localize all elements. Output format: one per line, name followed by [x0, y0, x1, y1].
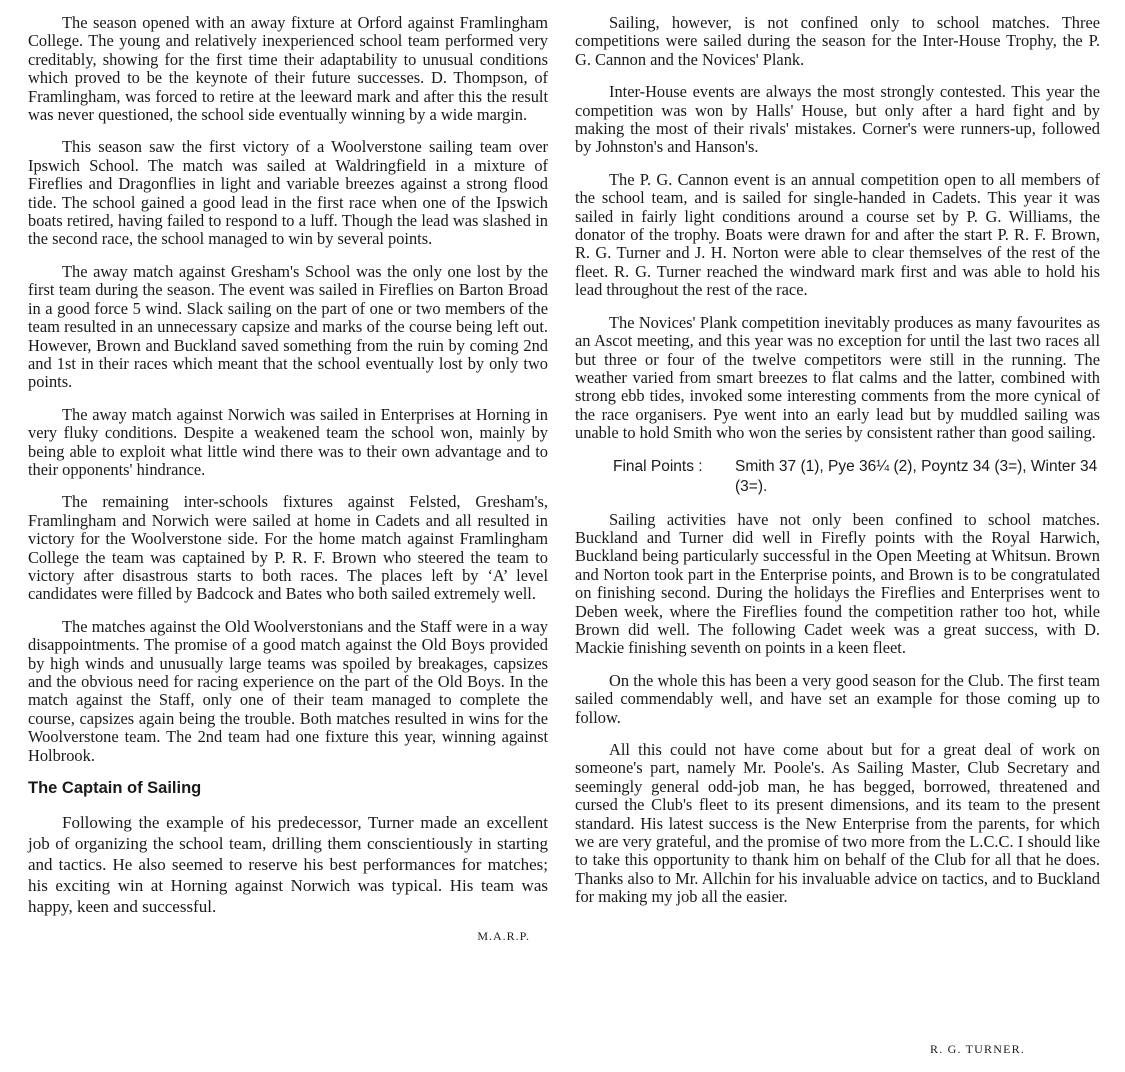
- paragraph-competitions: Sailing, however, is not confined only to school matches. Three competitions were sailed during the season for the Inter-House Trophy, the P. G. Cannon and the Novices' Plank.: [575, 13, 1100, 69]
- paragraph-norwich-match: The away match against Norwich was sailed in Enterprises at Horning in very fluky conditions. Despite a weakened team the school won, mainly by being able to exploit what little wind there was to their own advantage and to their opponents' hindrance.: [28, 404, 548, 479]
- section-heading-captain: The Captain of Sailing: [28, 779, 202, 798]
- paragraph-inter-house: Inter-House events are always the most strongly contested. This year the competition was won by Halls' House, but only after a hard fight and by making the most of their rivals' mistakes. Corner's were runners-up, followed by Johnston's and Hanson's.: [575, 82, 1100, 157]
- paragraph-pg-cannon: The P. G. Cannon event is an annual competition open to all members of the school team, and is sailed for single-handed in Cadets. This year it was sailed in fairly light conditions around a course set by P. G. Williams, the donator of the trophy. Boats were drawn for and after the start P. R. F. Brown, R. G. Turner and J. H. Norton were able to clear themselves of the rest of the fleet. R. G. Turner reached the windward mark first and was able to hold his lead throughout the rest of the race.: [575, 169, 1100, 300]
- signature-rg-turner: R. G. TURNER.: [930, 1042, 1026, 1056]
- right-column: [575, 14, 1100, 921]
- paragraph-thanks: All this could not have come about but for a great deal of work on someone's part, namely Mr. Poole's. As Sailing Master, Club Secretary and seemingly general odd-job man, he has begged, borrowed, threatened and cursed the Club's fleet to its present dimensions, and its team to the present standard. His latest success is the New Enterprise from the parents, for which we are very grateful, and the promise of two more from the L.C.C. I should like to take this opportunity to thank him on behalf of the Club for all that he does. Thanks also to Mr. Allchin for his invaluable advice on tactics, and to Buckland for making my job all the easier.: [575, 740, 1100, 907]
- final-points-label: Final Points :: [613, 457, 703, 475]
- paragraph-gresham-match: The away match against Gresham's School was the only one lost by the first team during the season. The event was sailed in Fireflies on Barton Broad in a good force 5 wind. Slack sailing on the part of one or two members of the team resulted in an unnecessary capsize and marks of the course being left out. However, Brown and Buckland saved something from the ruin by coming 2nd and 1st in their races which meant that the school eventually lost by only two points.: [28, 261, 548, 392]
- left-column: [28, 14, 548, 944]
- paragraph-home-fixtures: The remaining inter-schools fixtures against Felsted, Gresham's, Framlingham and Norwich were sailed at home in Cadets and all resulted in victory for the Woolverstone side. For the home match against Framlingham College the team was captained by P. R. F. Brown who steered the team to victory after disastrous starts to both races. The places left by ‘A’ level candidates were filled by Badcock and Bates who both sailed extremely well.: [28, 492, 548, 604]
- paragraph-season-summary: On the whole this has been a very good season for the Club. The first team sailed commendably well, and have set an example for those coming up to follow.: [575, 670, 1100, 727]
- final-points: [575, 457, 1100, 497]
- paragraph-orford-fixture: The season opened with an away fixture at Orford against Framlingham College. The young and relatively inexperienced school team performed very creditably, showing for the first time their adaptability to unusual conditions which proved to be the keynote of their future successes. D. Thompson, of Framlingham, was forced to retire at the leeward mark and after this the result was never questioned, the school side eventually winning by a wide margin.: [28, 13, 548, 125]
- paragraph-ipswich-victory: This season saw the first victory of a Woolverstone sailing team over Ipswich School. The match was sailed at Waldringfield in a mixture of Fireflies and Dragonflies in light and variable breezes against a strong flood tide. The school gained a good lead in the first race when one of the Ipswich boats retired, having failed to respond to a luff. Though the lead was slashed in the second race, the school managed to win by several points.: [28, 137, 548, 249]
- final-points-value: Smith 37 (1), Pye 36¼ (2), Poyntz 34 (3=), Winter 34 (3=).: [735, 457, 1098, 495]
- paragraph-old-boys-staff: The matches against the Old Woolverstonians and the Staff were in a way disappointments. The promise of a good match against the Old Boys provided by high winds and unusually large teams was spoiled by breakages, capsizes and the obvious need for racing experience on the part of the Old Boys. In the match against the Staff, only one of their team managed to complete the course, capsizes again being the trouble. Both matches resulted in wins for the Woolverstone team. The 2nd team had one fixture this year, winning against Holbrook.: [28, 616, 548, 765]
- paragraph-captain: Following the example of his predecessor, Turner made an excellent job of organizing the school team, drilling them conscientiously in starting and tactics. He also seemed to reserve his best performances for matches; his exciting win at Horning against Norwich was typical. His team was happy, keen and successful.: [28, 813, 548, 917]
- signature-marp: M.A.R.P.: [477, 929, 530, 944]
- paragraph-sailing-activities: Sailing activities have not only been confined to school matches. Buckland and Turner did well in Firefly points with the Royal Harwich, Buckland being particularly successful in the Open Meeting at Whitsun. Brown and Norton took part in the Enterprise points, and Brown is to be congratulated on finishing second. During the holidays the Fireflies and Enterprises went to Deben week, where the Fireflies found the competition rather too hot, while Brown did well. The following Cadet week was a great success, with D. Mackie finishing seventh on points in a keen fleet.: [575, 509, 1100, 658]
- paragraph-novices-plank: The Novices' Plank competition inevitably produces as many favourites as an Ascot meeting, and this year was no exception for until the last two races all but three or four of the twelve competitors were still in the running. The weather varied from smart breezes to flat calms and the latter, combined with strong ebb tides, invoked some interesting comments from the more cynical of the race organisers. Pye went into an early lead but by muddled sailing was unable to hold Smith who won the series by consistent rather than good sailing.: [575, 312, 1100, 443]
